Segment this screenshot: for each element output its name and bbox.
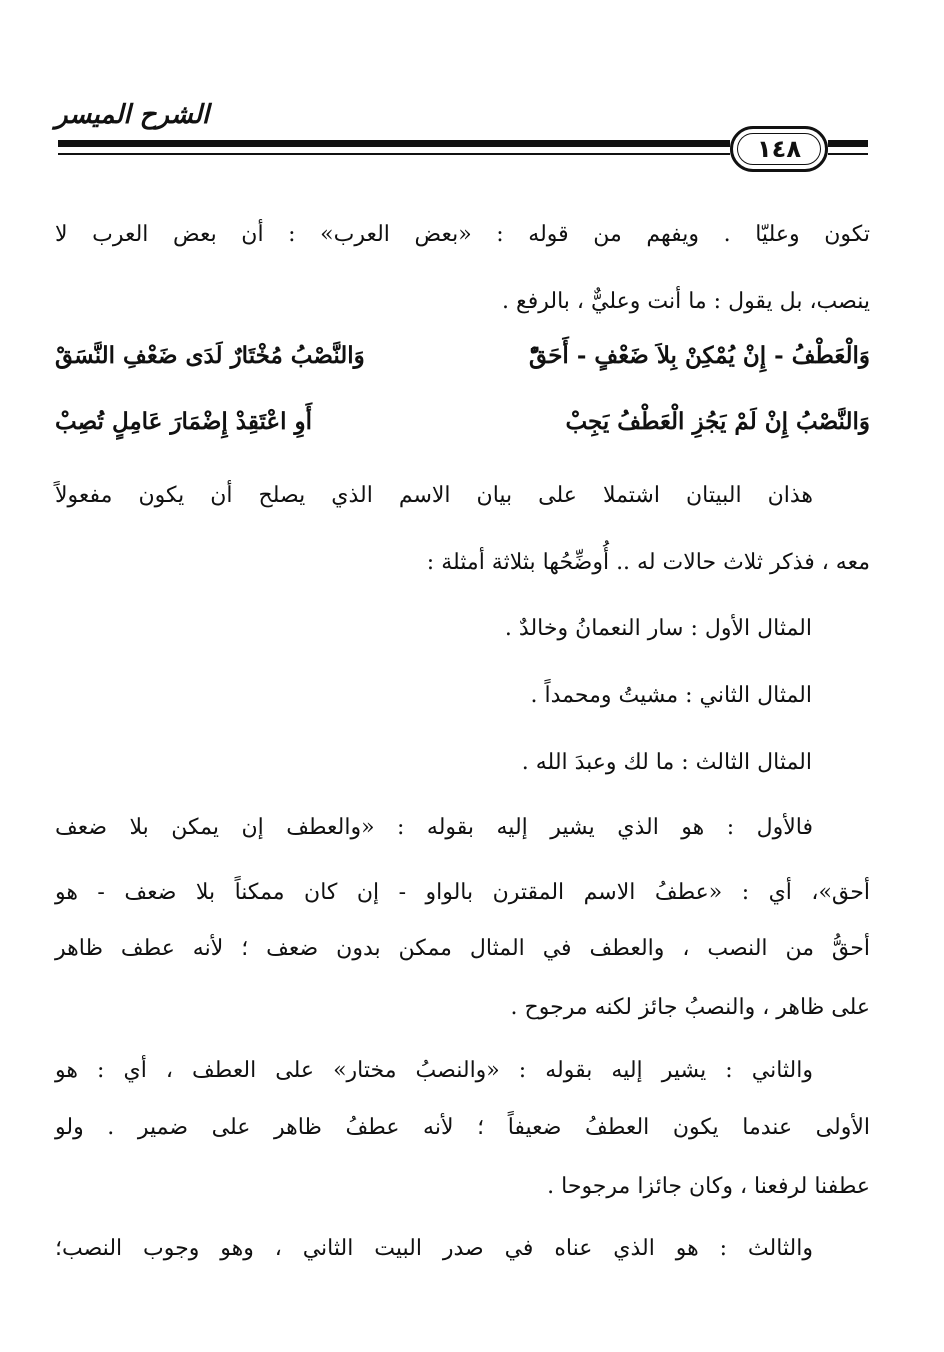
- header-rule-thin-right: [828, 153, 868, 155]
- paragraph-line: على ظاهر ، والنصبُ جائز لكنه مرجوح .: [510, 995, 870, 1020]
- example-line: المثال الثالث : ما لك وعبدَ الله .: [521, 750, 812, 775]
- paragraph-line: تكون وعليّا . ويفهم من قوله : «بعض العرب» : أن بعض العرب لا: [55, 222, 870, 247]
- paragraph-line: أحق»، أي : «عطفُ الاسم المقترن بالواو - إن كان ممكناً بلا ضعف - هو: [55, 880, 870, 905]
- verse-hemistich: وَالنَّصْبُ إِنْ لَمْ يَجُزِ الْعَطْفُ يَجِبْ: [565, 408, 870, 435]
- paragraph-line: معه ، فذكر ثلاث حالات له .. أُوضِّحُها بثلاثة أمثلة :: [426, 550, 870, 575]
- header-rule-thick-right: [828, 140, 868, 147]
- paragraph-line: ينصب، بل يقول : ما أنت وعليٌّ ، بالرفع .: [502, 289, 870, 314]
- page-header: [0, 0, 944, 200]
- verse-hemistich: أَوِ اعْتَقِدْ إِضْمَارَ عَامِلٍ تُصِبْ: [55, 408, 313, 435]
- example-line: المثال الأول : سار النعمانُ وخالدٌ .: [504, 616, 812, 641]
- paragraph-line: هذان البيتان اشتملا على بيان الاسم الذي يصلح أن يكون مفعولاً: [55, 483, 813, 508]
- verse-hemistich: وَالنَّصْبُ مُخْتَارٌ لَدَى ضَعْفِ النَّسَقْ: [55, 342, 365, 369]
- paragraph-line: والثاني : يشير إليه بقوله : «والنصبُ مختار» على العطف ، أي : هو: [55, 1058, 813, 1083]
- page-number: ١٤٨: [757, 135, 801, 163]
- paragraph-line: الأولى عندما يكون العطفُ ضعيفاً ؛ لأنه عطفُ ظاهر على ضمير . ولو: [55, 1115, 870, 1140]
- paragraph-line: فالأول : هو الذي يشير إليه بقوله : «والعطف إن يمكن بلا ضعف: [55, 815, 813, 840]
- example-line: المثال الثاني : مشيتُ ومحمداً .: [530, 683, 812, 708]
- paragraph-line: والثالث : هو الذي عناه في صدر البيت الثاني ، وهو وجوب النصب؛: [55, 1236, 813, 1261]
- header-rule-thin: [58, 153, 730, 155]
- paragraph-line: أحقُّ من النصب ، والعطف في المثال ممكن بدون ضعف ؛ لأنه عطف ظاهر: [55, 936, 870, 961]
- page-number-badge: [730, 126, 828, 172]
- running-title: الشرح الميسر: [55, 100, 210, 130]
- header-rule-thick: [58, 140, 730, 147]
- paragraph-line: عطفنا لرفعنا ، وكان جائزا مرجوحا .: [547, 1174, 870, 1199]
- verse-hemistich: وَالْعَطْفُ - إِنْ يُمْكِنْ بِلاَ ضَعْفٍ - أَحَقّْ: [529, 342, 870, 369]
